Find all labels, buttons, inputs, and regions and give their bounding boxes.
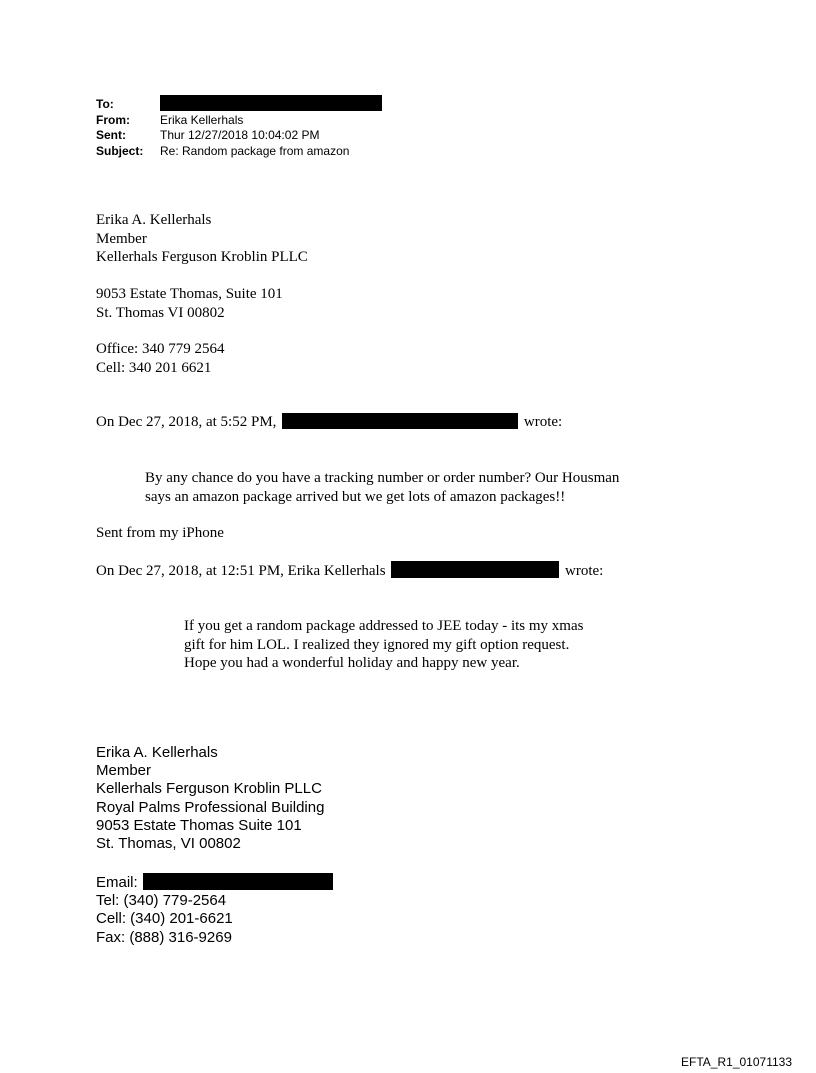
reply1-body (145, 469, 619, 506)
body-line: gift for him LOL. I realized they ignored my gift option request. (184, 636, 570, 653)
signature-firm: Kellerhals Ferguson Kroblin PLLC (96, 780, 322, 798)
email-label: Email: (96, 874, 138, 891)
sent-label: Sent: (96, 128, 126, 142)
body-line: Hope you had a wonderful holiday and happy new year. (184, 655, 520, 671)
sent-value: Thur 12/27/2018 10:04:02 PM (160, 128, 320, 142)
subject-row (96, 144, 382, 160)
cell-line: Cell: (340) 201-6621 (96, 910, 233, 928)
attribution-suffix: wrote: (523, 414, 563, 430)
body-line: says an amazon package arrived but we get lots of amazon packages!! (145, 488, 566, 505)
from-row (96, 113, 382, 129)
signature-title: Member (96, 762, 152, 780)
subject-value: Re: Random package from amazon (160, 143, 350, 158)
fax-line: Fax: (888) 316-9269 (96, 928, 232, 946)
to-row (96, 97, 382, 113)
reply2-body (184, 617, 583, 673)
attribution-suffix: wrote: (565, 563, 604, 579)
from-value: Erika Kellerhals (160, 112, 244, 127)
sent-row (96, 128, 382, 144)
redaction-bar (160, 95, 382, 111)
top-address (96, 285, 283, 322)
bottom-signature (96, 744, 324, 853)
attribution-prefix: On Dec 27, 2018, at 5:52 PM, (96, 414, 277, 430)
subject-label: Subject: (96, 143, 144, 158)
signature-building: Royal Palms Professional Building (96, 798, 325, 816)
body-line: By any chance do you have a tracking number or order number? Our Housman (145, 470, 620, 486)
email-row (96, 873, 333, 892)
address-line-1: 9053 Estate Thomas, Suite 101 (96, 286, 283, 302)
reply2-attribution (96, 561, 603, 581)
cell-phone: Cell: 340 201 6621 (96, 359, 212, 376)
signature-title: Member (96, 230, 147, 247)
attribution-prefix: On Dec 27, 2018, at 12:51 PM, Erika Kellerhals (96, 563, 386, 579)
from-label: From: (96, 112, 130, 127)
top-phones (96, 340, 224, 377)
redaction-bar (143, 873, 333, 890)
signature-name: Erika A. Kellerhals (96, 212, 212, 228)
address-line-2: St. Thomas VI 00802 (96, 304, 225, 321)
to-label: To: (96, 97, 114, 111)
address-line-2: St. Thomas, VI 00802 (96, 835, 241, 853)
redaction-bar (391, 561, 559, 578)
top-signature (96, 211, 308, 267)
address-line-1: 9053 Estate Thomas Suite 101 (96, 816, 302, 834)
signature-name: Erika A. Kellerhals (96, 744, 218, 761)
document-id: EFTA_R1_01071133 (681, 1055, 792, 1069)
signature-firm: Kellerhals Ferguson Kroblin PLLC (96, 249, 308, 265)
email-header (96, 97, 382, 159)
sent-from-iphone: Sent from my iPhone (96, 525, 224, 541)
redaction-bar (282, 413, 518, 429)
office-phone: Office: 340 779 2564 (96, 341, 225, 357)
reply1-attribution (96, 413, 562, 432)
bottom-contacts (96, 873, 333, 947)
body-line: If you get a random package addressed to JEE today - its my xmas (184, 618, 584, 634)
tel-line: Tel: (340) 779-2564 (96, 892, 227, 910)
